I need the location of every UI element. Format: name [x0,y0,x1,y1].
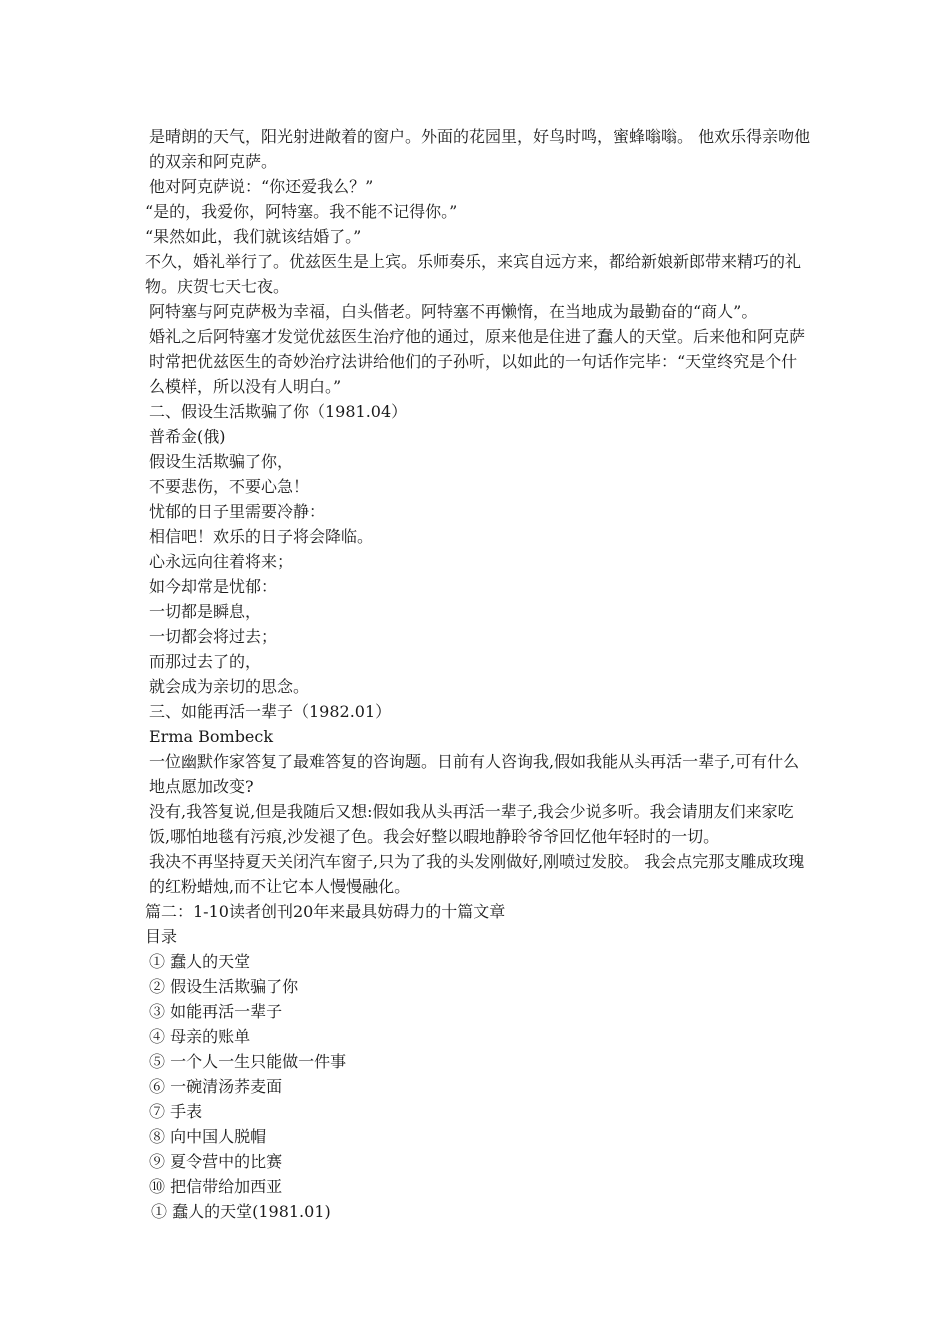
toc-item: ⑥ 一碗清汤荞麦面 [149,1077,283,1096]
document-body [145,124,813,1224]
poem-line: 忧郁的日子里需要冷静： [149,502,326,521]
poem-line: 心永远向往着将来； [149,552,294,571]
paragraph: 不久，婚礼举行了。优兹医生是上宾。乐师奏乐，来宾自远方来，都给新娘新郎带来精巧的礼物。庆贺七天七夜。 [145,252,802,296]
toc-heading: 目录 [145,927,178,946]
paragraph: 婚礼之后阿特塞才发觉优兹医生治疗他的通过，原来他是住进了蠢人的天堂。后来他和阿克萨时常把优兹医生的奇妙治疗法讲给他们的子孙听，以如此的一句话作完毕：“天堂终究是个什么模样，所以没有人明白。” [149,327,806,396]
toc-item: ⑤ 一个人一生只能做一件事 [149,1052,347,1071]
poem-line: 就会成为亲切的思念。 [149,677,310,696]
paragraph: “是的，我爱你，阿特塞。我不能不记得你。” [145,202,458,221]
toc-item: ② 假设生活欺骗了你 [149,977,299,996]
poem-line: 而那过去了的， [149,652,262,671]
toc-item: ③ 如能再活一辈子 [149,1002,283,1021]
section-heading: 三、如能再活一辈子（1982.01） [149,702,392,721]
section-heading: ① 蠢人的天堂(1981.01) [151,1202,331,1221]
poem-line: 相信吧！欢乐的日子将会降临。 [149,527,374,546]
poem-line: 一切都是瞬息， [149,602,262,621]
paragraph: 他对阿克萨说：“你还爱我么？” [149,177,374,196]
paragraph: 是晴朗的天气，阳光射进敞着的窗户。外面的花园里，好鸟时鸣，蜜蜂嗡嗡。 他欢乐得亲吻他的双亲和阿克萨。 [149,127,811,171]
paragraph: 一位幽默作家答复了最难答复的咨询题。日前有人咨询我,假如我能从头再活一辈子,可有什么地点愿加改变? [149,752,800,796]
paragraph: 没有,我答复说,但是我随后又想:假如我从头再活一辈子,我会少说多听。我会请朋友们来家吃饭,哪怕地毯有污痕,沙发褪了色。我会好整以暇地静聆爷爷回忆他年轻时的一切。 [149,802,794,846]
author-line: Erma Bombeck [149,727,274,746]
toc-item: ⑨ 夏令营中的比赛 [149,1152,283,1171]
toc-item: ⑧ 向中国人脱帽 [149,1127,267,1146]
paragraph: 阿特塞与阿克萨极为幸福，白头偕老。阿特塞不再懒惰，在当地成为最勤奋的“商人”。 [149,302,758,321]
section-heading: 二、假设生活欺骗了你（1981.04） [149,402,408,421]
author-line: 普希金(俄) [149,427,226,446]
poem-line: 假设生活欺骗了你， [149,452,294,471]
toc-item: ① 蠢人的天堂 [149,952,251,971]
poem-line: 一切都会将过去； [149,627,278,646]
toc-item: ⑦ 手表 [149,1102,203,1121]
poem-line: 如今却常是忧郁： [149,577,278,596]
paragraph: 我决不再坚持夏天关闭汽车窗子,只为了我的头发刚做好,刚喷过发胶。 我会点完那支雕成玫瑰的红粉蜡烛,而不让它本人慢慢融化。 [149,852,805,896]
chapter-heading: 篇二：1-10读者创刊20年来最具妨碍力的十篇文章 [145,902,506,921]
toc-item: ⑩ 把信带给加西亚 [149,1177,283,1196]
poem-line: 不要悲伤，不要心急！ [149,477,310,496]
paragraph: “果然如此，我们就该结婚了。” [145,227,362,246]
toc-item: ④ 母亲的账单 [149,1027,251,1046]
